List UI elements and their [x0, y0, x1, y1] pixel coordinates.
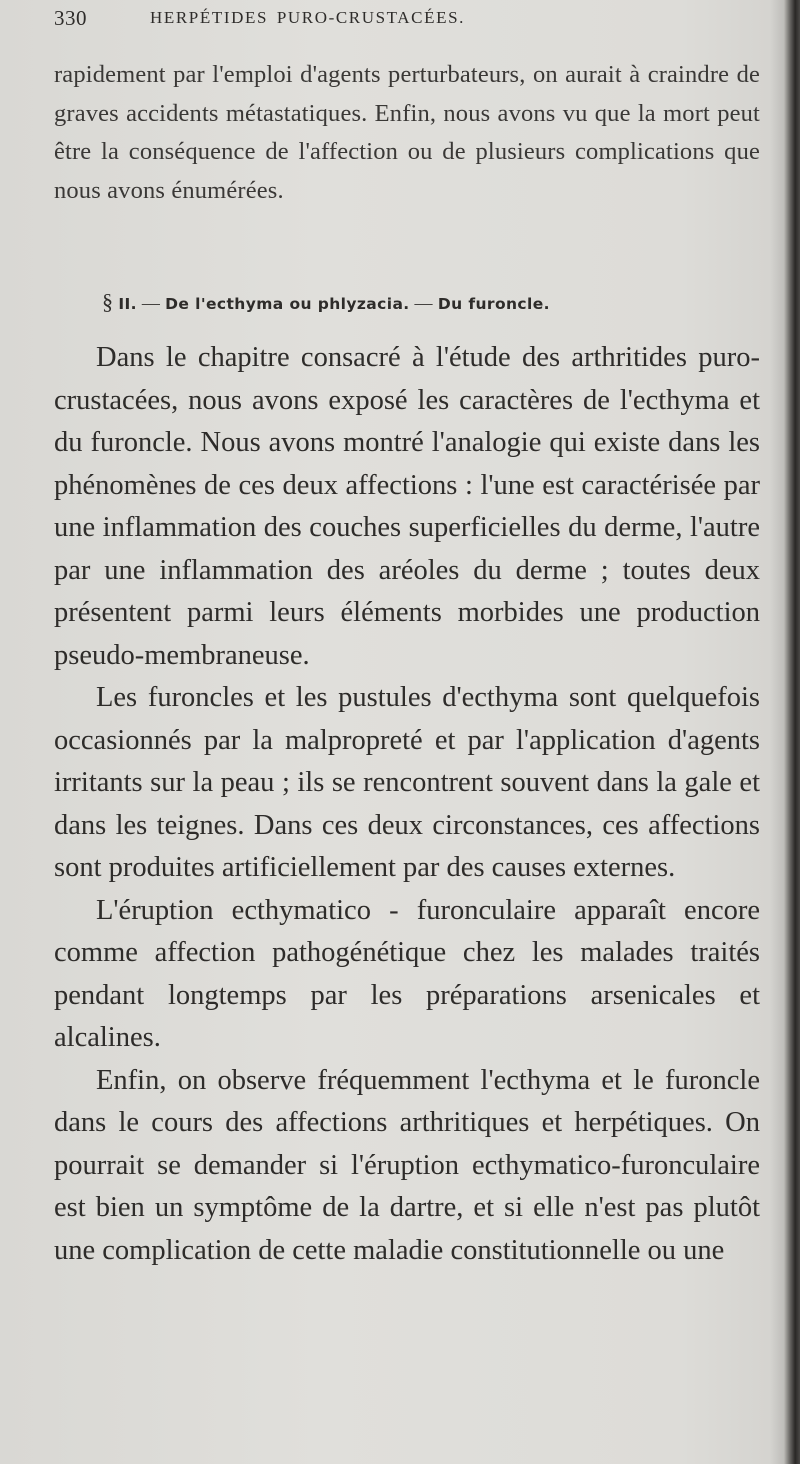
- page-header: [54, 6, 754, 42]
- intro-paragraph: rapidement par l'emploi d'agents perturbateurs, on aurait à craindre de graves accidents métastatiques. Enfin, nous avons vu que la mort peut être la conséquence de l'affection ou de plusieurs complications que nous avons énumérées.: [54, 61, 760, 204]
- binding-shadow: [770, 0, 784, 1464]
- page-number: 330: [54, 6, 87, 30]
- section-title-furoncle: Du furoncle.: [437, 295, 550, 313]
- paragraph: L'éruption ecthymatico - furonculaire apparaît encore comme affection pathogénétique chez les malades traités pendant longtemps par les préparations arsenicales et alcalines.: [54, 894, 760, 1053]
- intro-block: [54, 56, 760, 210]
- section-dash-2: —: [414, 293, 433, 313]
- paragraph: Enfin, on observe fréquemment l'ecthyma et le furoncle dans le cours des affections arthritiques et herpétiques. On pourrait se demander si l'éruption ecthymatico-furonculaire est bien un symptôme de la dartre, et si elle n'est pas plutôt une complication de cette maladie constitutionnelle ou une: [54, 1064, 760, 1266]
- scan-edge: [784, 0, 800, 1464]
- main-text: [54, 337, 760, 1272]
- section-mark: §: [102, 289, 114, 314]
- paragraph: Dans le chapitre consacré à l'étude des arthritides puro-crustacées, nous avons exposé les caractères de l'ecthyma et du furoncle. Nous avons montré l'analogie qui existe dans les phénomènes de ces deux affections : l'une est caractérisée par une inflammation des couches superficielles du derme, l'autre par une inflammation des aréoles du derme ; toutes deux présentent parmi leurs éléments morbides une production pseudo-membraneuse.: [54, 342, 760, 671]
- paragraph: Les furoncles et les pustules d'ecthyma sont quelquefois occasionnés par la malpropreté et par l'application d'agents irritants sur la peau ; ils se rencontrent souvent dans la gale et dans les teignes. Dans ces deux circonstances, ces affections sont produites artificiellement par des causes externes.: [54, 682, 760, 883]
- section-heading: [102, 289, 550, 315]
- running-head: HERPÉTIDES PURO-CRUSTACÉES.: [150, 8, 465, 27]
- section-dash-1: —: [141, 293, 161, 313]
- section-title-ecthyma: De l'ecthyma ou phlyzacia.: [165, 295, 410, 313]
- section-number: II.: [118, 295, 137, 313]
